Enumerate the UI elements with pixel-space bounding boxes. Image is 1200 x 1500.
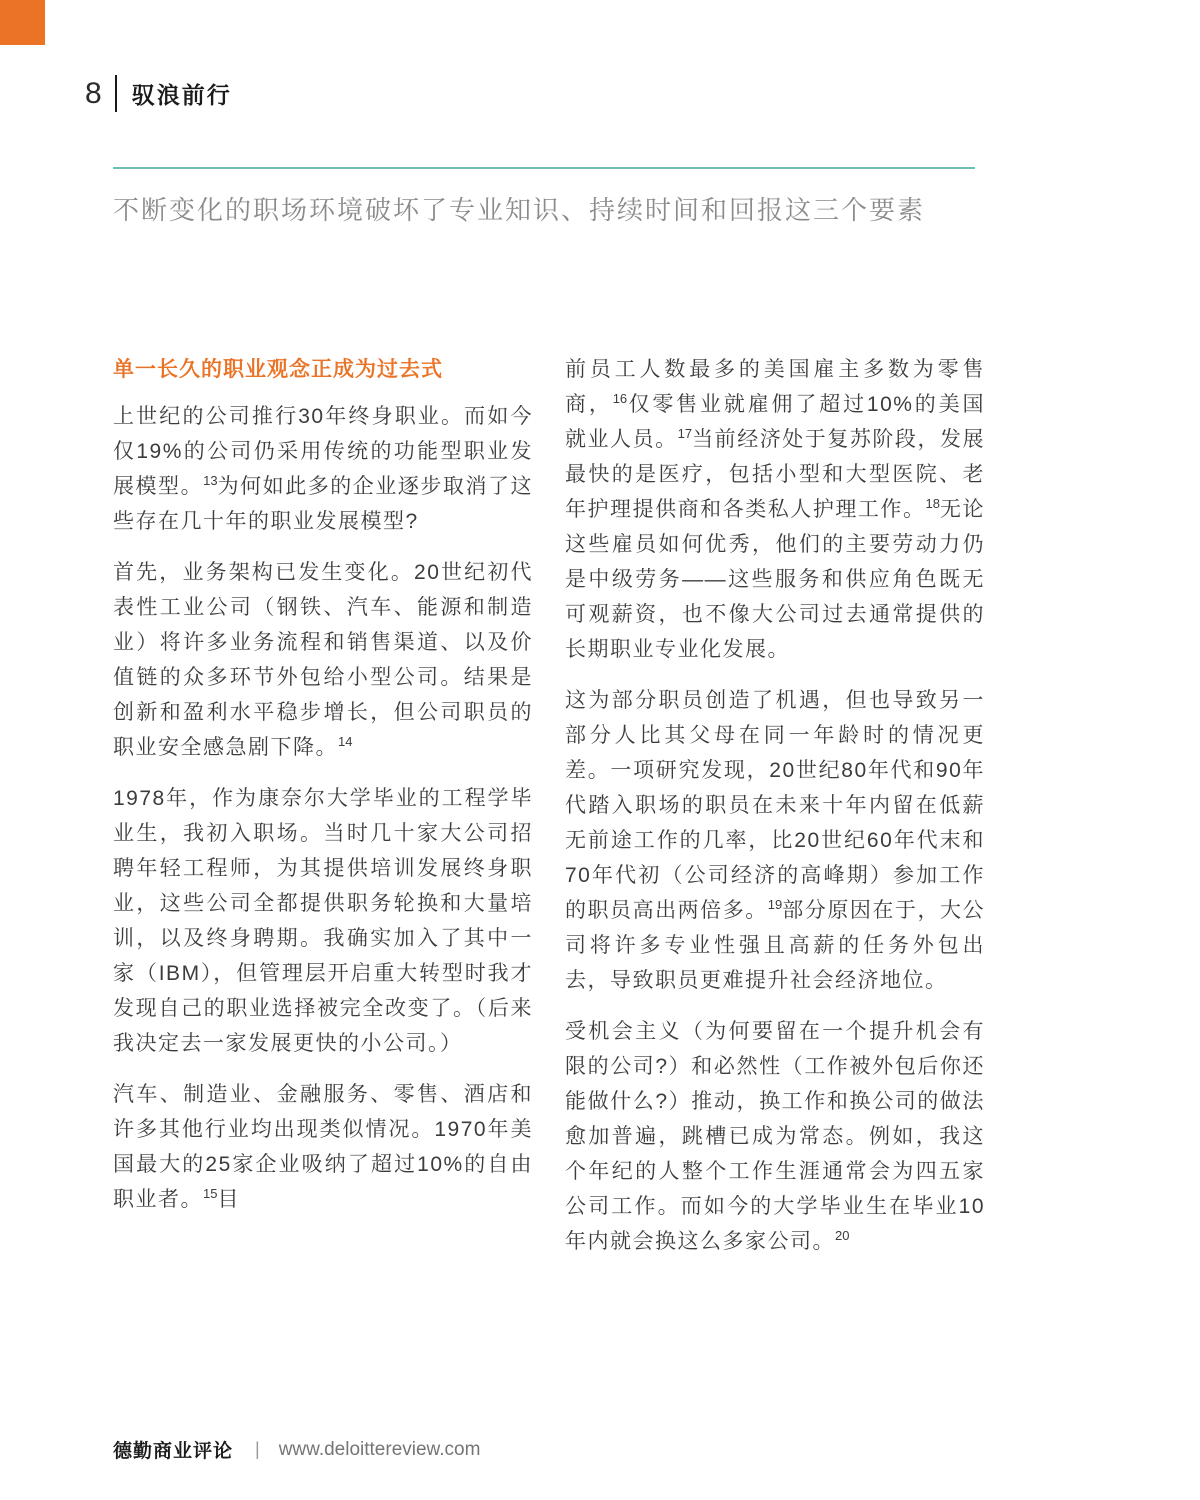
- footnote-ref: 19: [767, 897, 783, 912]
- text-run: 1978年，作为康奈尔大学毕业的工程学毕业生，我初入职场。当时几十家大公司招聘年轻工程师，为其提供培训发展终身职业，这些公司全都提供职务轮换和大量培训，以及终身聘期。我确实加入了其中一家（IBM），但管理层开启重大转型时我才发现自己的职业选择被完全改变了。（后来我决定去一家发展更快的小公司。）: [113, 787, 533, 1055]
- footer-separator: |: [255, 1439, 260, 1459]
- paragraph: [565, 1014, 985, 1259]
- text-run: 受机会主义（为何要留在一个提升机会有限的公司?）和必然性（工作被外包后你还能做什么?）推动，换工作和换公司的做法愈加普遍，跳槽已成为常态。例如，我这个年纪的人整个工作生涯通常会为四五家公司工作。而如今的大学毕业生在毕业10年内就会换这么多家公司。: [565, 1020, 985, 1253]
- text-run: 上世纪的公司推行30年终身职业。而如今仅19%的公司仍采用传统的功能型职业发展模型。: [113, 405, 533, 498]
- header-divider: [115, 75, 117, 112]
- footer-url[interactable]: www.deloittereview.com: [278, 1438, 481, 1460]
- article-standfirst: 不断变化的职场环境破坏了专业知识、持续时间和回报这三个要素: [113, 195, 926, 225]
- footnote-ref: 16: [612, 391, 628, 406]
- left-column: [113, 352, 533, 1275]
- footnote-ref: 18: [925, 496, 940, 511]
- paragraph: [113, 555, 533, 765]
- text-run: 当前经济处于复苏阶段，发展最快的是医疗，包括小型和大型医院、老年护理提供商和各类私人护理工作。: [565, 428, 986, 521]
- section-rule: [113, 167, 975, 169]
- paragraph: [113, 781, 533, 1061]
- paragraph: [565, 683, 985, 998]
- paragraph: [113, 1077, 533, 1217]
- text-run: 仅零售业就雇佣了超过10%的美国就业人员。: [565, 393, 985, 451]
- page-footer: [113, 1436, 480, 1463]
- text-run: 为何如此多的企业逐步取消了这些存在几十年的职业发展模型?: [113, 475, 534, 533]
- text-run: 汽车、制造业、金融服务、零售、酒店和许多其他行业均出现类似情况。1970年美国最大的25家企业吸纳了超过10%的自由职业者。: [113, 1083, 533, 1211]
- text-run: 目: [217, 1188, 240, 1211]
- footnote-ref: 15: [203, 1186, 218, 1201]
- footnote-ref: 17: [677, 426, 693, 441]
- corner-brand-mark: [0, 0, 45, 45]
- footer-brand: 德勤商业评论: [113, 1441, 234, 1462]
- footnote-ref: 20: [835, 1228, 850, 1243]
- page-number: 8: [85, 76, 102, 110]
- right-column: [565, 352, 985, 1275]
- text-run: 无论这些雇员如何优秀，他们的主要劳动力仍是中级劳务——这些服务和供应角色既无可观薪资，也不像大公司过去通常提供的长期职业专业化发展。: [565, 498, 986, 661]
- text-run: 这为部分职员创造了机遇，但也导致另一部分人比其父母在同一年龄时的情况更差。一项研究发现，20世纪80年代和90年代踏入职场的职员在未来十年内留在低薪无前途工作的几率，比20世纪60年代末和70年代初（公司经济的高峰期）参加工作的职员高出两倍多。: [565, 689, 985, 922]
- text-run: 部分原因在于，大公司将许多专业性强且高薪的任务外包出去，导致职员更难提升社会经济地位。: [565, 899, 985, 992]
- running-header-title: 驭浪前行: [131, 82, 232, 108]
- paragraph: [565, 352, 985, 667]
- article-body: [113, 352, 985, 1275]
- footnote-ref: 13: [203, 473, 218, 488]
- text-run: 首先，业务架构已发生变化。20世纪初代表性工业公司（钢铁、汽车、能源和制造业）将许多业务流程和销售渠道、以及价值链的众多环节外包给小型公司。结果是创新和盈利水平稳步增长，但公司职员的职业安全感急剧下降。: [113, 561, 533, 759]
- section-heading: 单一长久的职业观念正成为过去式: [113, 358, 443, 381]
- running-header: [85, 75, 232, 112]
- text-run: 前员工人数最多的美国雇主多数为零售商，: [565, 358, 985, 416]
- footnote-ref: 14: [338, 734, 353, 749]
- paragraph: [113, 399, 533, 539]
